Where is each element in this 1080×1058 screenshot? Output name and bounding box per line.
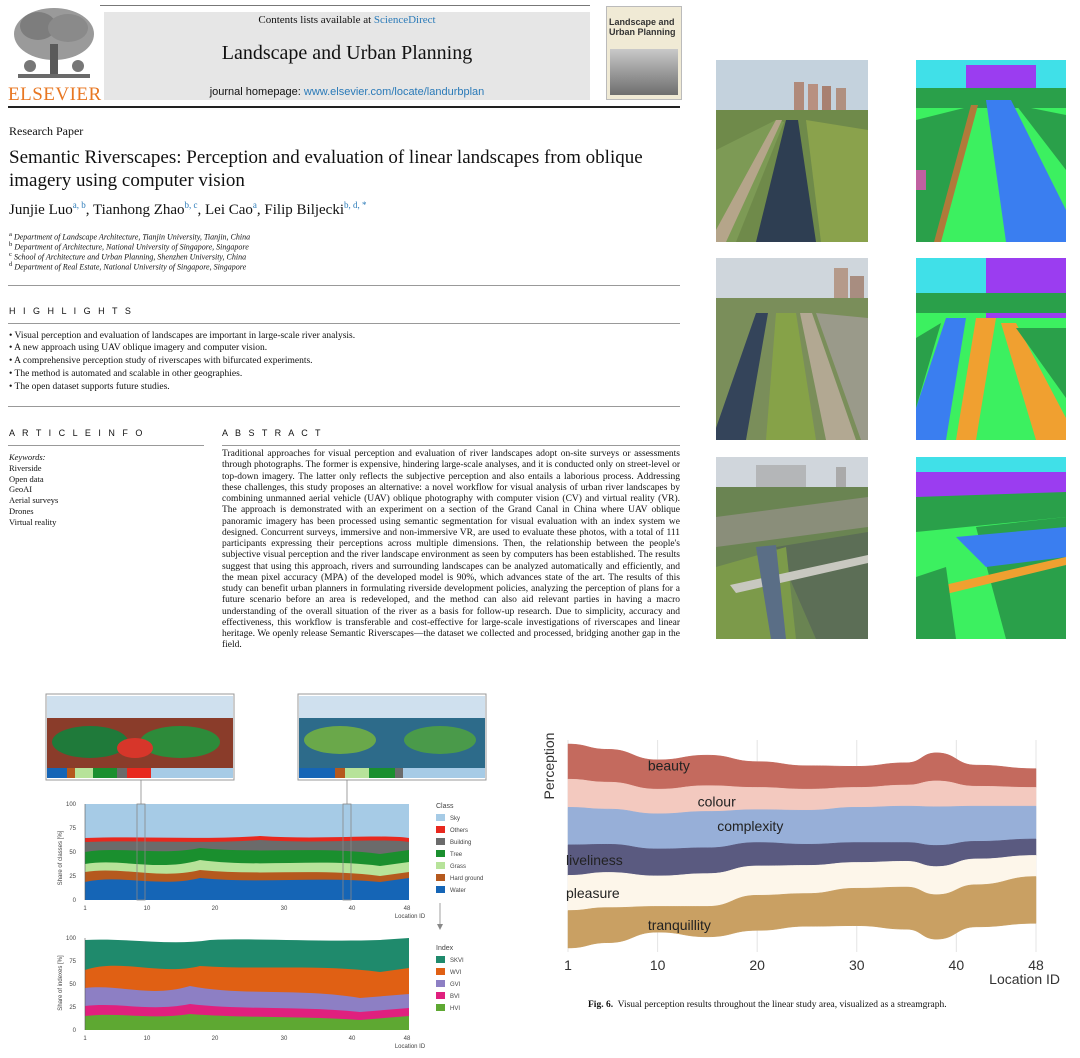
- fig6-caption-text: Visual perception results throughout the linear study area, visualized as a streamgraph.: [617, 1000, 947, 1010]
- y-tick: 50: [69, 850, 76, 856]
- index-share-chart: [58, 936, 426, 1050]
- stream-x-tick: 40: [948, 957, 965, 973]
- x-tick: 30: [280, 906, 288, 912]
- stream-ylabel: Perception: [541, 732, 557, 800]
- x-tick: 40: [348, 906, 356, 912]
- legend-label: WVI: [450, 970, 462, 976]
- fig6-caption: [588, 1000, 947, 1010]
- stream-x-tick: 10: [649, 957, 666, 973]
- x-tick: 20: [211, 906, 219, 912]
- legend-label: BVI: [450, 994, 460, 1000]
- uav-photo-1: [716, 60, 868, 242]
- uav-photo-3: [716, 457, 868, 639]
- affiliation-a: $^a$ Department of Landscape Architecture, Tianjin University, Tianjin, China: [9, 231, 251, 242]
- legend-label: SKVI: [450, 958, 464, 964]
- stream-x-tick: 20: [749, 957, 765, 973]
- y-tick: 25: [69, 1005, 76, 1011]
- stream-x-tick: 30: [848, 957, 865, 973]
- highlight-item: • A new approach using UAV oblique imagery and computer vision.: [9, 343, 268, 353]
- segmentation-mask-1: [916, 60, 1066, 242]
- x-tick: 1: [83, 1036, 87, 1042]
- keyword: Riverside: [9, 462, 42, 473]
- stream-x-tick: 48: [1028, 957, 1044, 973]
- journal-homepage-link[interactable]: www.elsevier.com/locate/landurbplan: [303, 86, 485, 98]
- author-affiliation-marker[interactable]: b, c: [184, 200, 198, 210]
- x-tick: 48: [403, 1036, 411, 1042]
- legend-label: Hard ground: [450, 876, 484, 882]
- class-share-chart: [58, 802, 426, 920]
- y-tick: 75: [69, 826, 76, 832]
- keywords-label: Keywords:: [9, 452, 46, 462]
- stream-xlabel: Location ID: [989, 971, 1060, 987]
- legend-label: Grass: [450, 864, 467, 870]
- keywords-block: [9, 452, 58, 528]
- class-index-figure: [0, 688, 540, 1053]
- index-chart-ylabel: Share of indexes [%]: [58, 955, 64, 1011]
- author-list: Junjie Luo$^{a, b}$, Tianhong Zhao$^{b, c}$, Lei Cao$^a$, Filip Biljecki$^{b, d, *}$: [9, 200, 367, 218]
- stream-label-complexity: complexity: [717, 818, 784, 835]
- section-rule: [8, 285, 680, 286]
- x-tick: 10: [143, 1036, 151, 1042]
- legend-label: Tree: [450, 852, 463, 858]
- sciencedirect-link[interactable]: ScienceDirect: [373, 14, 436, 26]
- class-chart-ylabel: Share of classes [%]: [58, 830, 64, 886]
- article-info-heading: A R T I C L E I N F O: [9, 428, 145, 438]
- segmentation-mask-2: [916, 258, 1066, 440]
- y-tick: 0: [72, 898, 76, 904]
- header-bottom-rule: [8, 106, 680, 108]
- legend-title: Index: [436, 945, 454, 952]
- legend-label: HVI: [450, 1006, 461, 1012]
- affiliation-d: $^d$ Department of Real Estate, National University of Singapore, Singapore: [9, 261, 247, 272]
- cover-title: Landscape and Urban Planning: [609, 17, 676, 37]
- y-tick: 50: [69, 982, 76, 988]
- legend-title: Class: [436, 803, 454, 810]
- legend-label: Others: [450, 828, 469, 834]
- journal-homepage-line: [104, 86, 590, 98]
- highlight-item: • The method is automated and scalable in other geographies.: [9, 369, 243, 379]
- x-tick: 20: [211, 1036, 219, 1042]
- highlight-item: • A comprehensive perception study of riverscapes with bifurcated experiments.: [9, 356, 313, 366]
- keyword: GeoAI: [9, 484, 33, 495]
- author-name[interactable]: Junjie Luo: [9, 202, 73, 218]
- stream-label-liveliness: liveliness: [566, 852, 623, 869]
- abstract-heading: A B S T R A C T: [222, 428, 324, 438]
- author-affiliation-marker[interactable]: a: [252, 200, 257, 210]
- journal-title: Landscape and Urban Planning: [221, 42, 473, 64]
- x-tick: 10: [143, 906, 151, 912]
- stream-label-tranquillity: tranquillity: [647, 917, 711, 934]
- homepage-prefix: journal homepage:: [209, 86, 304, 98]
- x-tick: 1: [83, 906, 87, 912]
- highlight-item: • Visual perception and evaluation of landscapes are important in large-scale river analysis.: [9, 331, 356, 341]
- author-name[interactable]: Filip Biljecki: [264, 202, 345, 218]
- y-tick: 100: [65, 936, 76, 942]
- stream-x-tick: 1: [564, 957, 572, 973]
- stream-layer-beauty: [568, 744, 1036, 789]
- section-rule: [8, 323, 680, 324]
- keyword: Virtual reality: [9, 516, 57, 527]
- uav-photo-2: [716, 258, 868, 440]
- y-tick: 75: [69, 959, 76, 965]
- contents-prefix: Contents lists available at: [258, 14, 374, 26]
- x-tick: 30: [280, 1036, 288, 1042]
- legend-label: GVI: [450, 982, 461, 988]
- legend-label: Building: [450, 840, 472, 846]
- publisher-name: ELSEVIER: [8, 84, 102, 105]
- section-rule: [8, 445, 204, 446]
- paper-title: Semantic Riverscapes: Perception and evaluation of linear landscapes from oblique imagery using computer vision: [9, 147, 643, 191]
- stream-label-beauty: beauty: [647, 757, 690, 774]
- keyword: Aerial surveys: [9, 495, 59, 506]
- highlights-heading: H I G H L I G H T S: [9, 306, 134, 316]
- legend-label: Sky: [450, 816, 461, 822]
- legend-label: Water: [450, 888, 466, 894]
- paper-type: Research Paper: [9, 124, 84, 138]
- contents-line: [104, 14, 590, 26]
- index-legend: [436, 945, 464, 1012]
- y-tick: 25: [69, 874, 76, 880]
- author-name[interactable]: Lei Cao: [205, 202, 253, 218]
- highlight-item: • The open dataset supports future studies.: [9, 382, 170, 392]
- x-tick: 40: [348, 1036, 356, 1042]
- class-chart-xlabel: Location ID: [394, 914, 426, 920]
- affiliation-c: $^c$ School of Architecture and Urban Planning, Shenzhen University, China: [9, 251, 247, 262]
- perception-streamgraph: [540, 730, 1080, 1000]
- author-affiliation-marker[interactable]: a, b: [72, 200, 86, 210]
- segmentation-mask-3: [916, 457, 1066, 639]
- abstract-text: Traditional approaches for visual perception and evaluation of river landscapes adopt on-site surveys or assessments through photographs. The former is expensive, hindering large-scale analyses, and it is conducted only on street-level or top-down imagery. The latter only reflects the subjective perception and also entails a laborious process. Addressing these challenges, this study proposes an alternative: a novel workflow for visual analysis of urban river landscapes by combining unmanned aerial vehicle (UAV) oblique photography with computer vision (CV) and virtual reality (VR). The approach is demonstrated with an experiment on a section of the Grand Canal in China where UAV oblique panoramic imagery has been processed using semantic segmentation for visual evaluation with an index system we designed. Concurrent surveys, immersive and non-immersive VR, are used to evaluate these photos, with a total of 111 participants expressing their perceptions across multiple dimensions. Then, the relationship between the people's subjective visual perception and the river landscape environment as seen by computers has been established. The results suggest that using this approach, rivers and surrounding landscapes can be analyzed automatically and efficiently, and the mean pixel accuracy (MPA) of the developed model is 90%, which advances state of the art. The results of this study can benefit urban planners in formulating riverside development policies, analyzing the perception of plans for a future scenario before an area is redeveloped, and the method can also aid relevant parties in having a macro understanding of the overall situation of the river as a basis for follow-up research. Due to simplicity, accuracy and effectiveness, this workflow is transferable and cost-effective for large-scale investigations of riverscapes and linear heritage. We openly release Semantic Riverscapes—the dataset we collected and processed, bridging another gap in the field.: [222, 449, 680, 651]
- keyword: Open data: [9, 473, 44, 484]
- class-legend: [436, 803, 483, 894]
- keyword: Drones: [9, 505, 34, 516]
- stream-label-colour: colour: [697, 793, 736, 810]
- author-name[interactable]: Tianhong Zhao: [92, 202, 185, 218]
- index-chart-xlabel: Location ID: [394, 1044, 426, 1050]
- author-affiliation-marker[interactable]: b, d, *: [344, 200, 367, 210]
- section-rule: [8, 406, 680, 407]
- section-rule: [222, 445, 680, 446]
- x-tick: 48: [403, 906, 411, 912]
- affiliation-b: $^b$ Department of Architecture, National University of Singapore, Singapore: [9, 241, 249, 252]
- fig6-label: Fig. 6.: [588, 1000, 614, 1010]
- cover-photo: [610, 49, 678, 95]
- y-tick: 0: [72, 1028, 76, 1034]
- y-tick: 100: [65, 802, 76, 808]
- stream-label-pleasure: pleasure: [566, 884, 620, 901]
- journal-cover-thumbnail: [606, 6, 682, 100]
